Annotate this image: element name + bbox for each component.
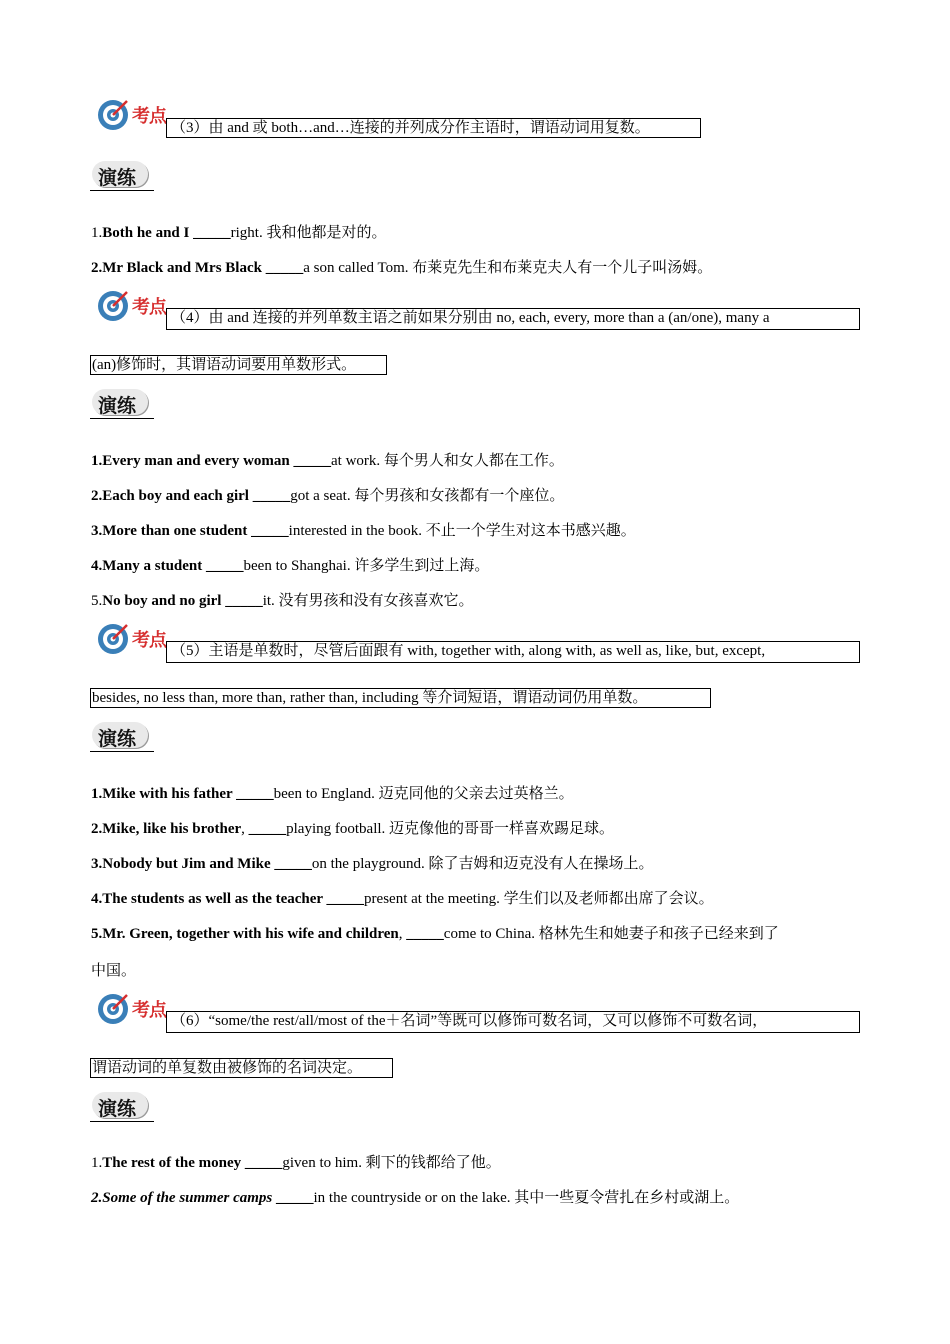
target-icon — [96, 622, 130, 656]
answer-blank[interactable]: _____ — [406, 926, 444, 942]
badge-text: 考点 — [132, 1000, 166, 1021]
practice-heading — [90, 721, 154, 752]
kaodian-badge — [96, 287, 168, 321]
answer-blank[interactable]: _____ — [293, 453, 331, 469]
exercise-item: 1.The rest of the money _____given to him. 剩下的钱都给了他。 — [91, 1155, 501, 1171]
answer-blank[interactable]: _____ — [265, 260, 304, 276]
rule-4-line2: (an)修饰时，其谓语动词要用单数形式。 — [90, 355, 387, 375]
target-icon — [96, 289, 130, 323]
target-icon — [96, 992, 130, 1026]
answer-blank[interactable]: _____ — [236, 786, 274, 802]
answer-blank[interactable]: _____ — [326, 891, 365, 907]
exercise-item: 2.Each boy and each girl _____got a seat. 每个男孩和女孩都有一个座位。 — [91, 488, 565, 504]
exercise-item: 5.No boy and no girl _____it. 没有男孩和没有女孩喜欢它。 — [91, 593, 474, 609]
answer-blank[interactable]: _____ — [225, 593, 263, 609]
rule-6-line2: 谓语动词的单复数由被修饰的名词决定。 — [90, 1058, 393, 1078]
exercise-item: 3.Nobody but Jim and Mike _____on the playground. 除了吉姆和迈克没有人在操场上。 — [91, 856, 654, 872]
rule-3: （3）由 and 或 both…and…连接的并列成分作主语时，谓语动词用复数。 — [166, 118, 701, 138]
exercise-item: 1.Mike with his father _____been to England. 迈克同他的父亲去过英格兰。 — [91, 786, 574, 802]
exercise-item: 2.Mr Black and Mrs Black _____a son called Tom. 布莱克先生和布莱克夫人有一个儿子叫汤姆。 — [91, 260, 713, 276]
answer-blank[interactable]: _____ — [206, 558, 244, 574]
badge-text: 考点 — [132, 297, 166, 318]
answer-blank[interactable]: _____ — [276, 1190, 314, 1206]
practice-label: 演练 — [98, 167, 137, 189]
rule-5-line2: besides, no less than, more than, rather than, including 等介词短语，谓语动词仍用单数。 — [90, 688, 711, 708]
badge-text: 考点 — [132, 106, 166, 127]
badge-text: 考点 — [132, 630, 166, 651]
rule-5-line1: （5）主语是单数时，尽管后面跟有 with, together with, along with, as well as, like, but, except, — [166, 641, 860, 663]
rule-6-line1: （6）“some/the rest/all/most of the＋名词”等既可以修饰可数名词，又可以修饰不可数名词， — [166, 1011, 860, 1033]
practice-heading — [90, 160, 154, 191]
answer-blank[interactable]: _____ — [244, 1155, 283, 1171]
exercise-item-continued: 中国。 — [91, 963, 137, 979]
kaodian-badge — [96, 990, 168, 1024]
answer-blank[interactable]: _____ — [251, 523, 289, 539]
answer-blank[interactable]: _____ — [274, 856, 312, 872]
practice-label: 演练 — [98, 395, 137, 417]
answer-blank[interactable]: _____ — [248, 821, 287, 837]
practice-heading — [90, 1091, 154, 1122]
exercise-item: 4.Many a student _____been to Shanghai. 许多学生到过上海。 — [91, 558, 490, 574]
practice-label: 演练 — [98, 728, 137, 750]
answer-blank[interactable]: _____ — [193, 225, 231, 241]
kaodian-badge — [96, 96, 168, 130]
exercise-item: 3.More than one student _____interested in the book. 不止一个学生对这本书感兴趣。 — [91, 523, 636, 539]
exercise-item: 2.Some of the summer camps _____in the countryside or on the lake. 其中一些夏令营扎在乡村或湖上。 — [91, 1190, 740, 1206]
practice-heading — [90, 388, 154, 419]
exercise-item: 1.Both he and I _____right. 我和他都是对的。 — [91, 225, 387, 241]
exercise-item: 1.Every man and every woman _____at work. 每个男人和女人都在工作。 — [91, 453, 564, 469]
target-icon — [96, 98, 130, 132]
kaodian-badge — [96, 620, 168, 654]
answer-blank[interactable]: _____ — [252, 488, 291, 504]
exercise-item: 2.Mike, like his brother, _____playing football. 迈克像他的哥哥一样喜欢踢足球。 — [91, 821, 615, 837]
exercise-item: 5.Mr. Green, together with his wife and children, _____come to China. 格林先生和她妻子和孩子已经来到了 — [91, 926, 779, 942]
exercise-item: 4.The students as well as the teacher _____present at the meeting. 学生们以及老师都出席了会议。 — [91, 891, 714, 907]
practice-label: 演练 — [98, 1098, 137, 1120]
rule-4-line1: （4）由 and 连接的并列单数主语之前如果分别由 no, each, every, more than a (an/one), many a — [166, 308, 860, 330]
